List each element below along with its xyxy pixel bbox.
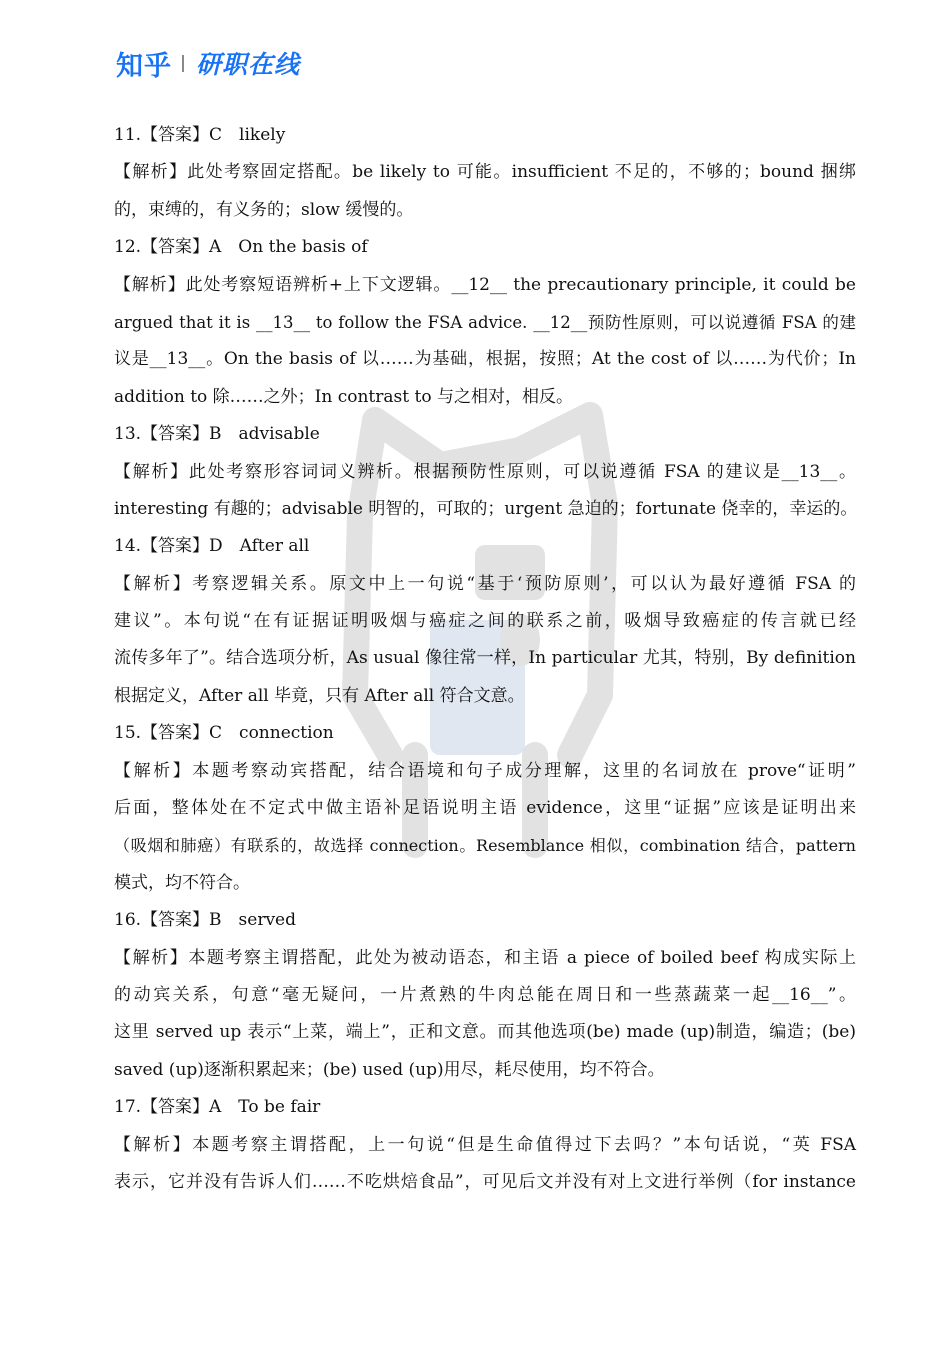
explanation-line: 的，束缚的，有义务的；slow 缓慢的。 — [114, 199, 414, 220]
explanation-line: 模式，均不符合。 — [114, 872, 250, 893]
header-logo — [116, 46, 300, 80]
answer-line: 14.【答案】D After all — [114, 536, 310, 557]
explanation-line: 的动宾关系，句意“毫无疑问，一片煮熟的牛肉总能在周日和一些蒸蔬菜一起__16__”。 — [114, 984, 856, 1005]
explanation-line: 【解析】此处考察固定搭配。be likely to 可能。insufficient 不足的，不够的；bound 捆绑 — [114, 162, 856, 183]
explanation-line: 【解析】此处考察短语辨析+上下文逻辑。__12__ the precautionary principle, it could be — [114, 274, 856, 295]
explanation-line: （吸烟和肺癌）有联系的，故选择 connection。Resemblance 相似，combination 结合，pattern — [114, 836, 856, 856]
explanation-line: 【解析】本题考察动宾搭配，结合语境和句子成分理解，这里的名词放在 prove“证明” — [114, 760, 856, 781]
explanation-line: 【解析】本题考察主谓搭配，上一句说“但是生命值得过下去吗？”本句话说，“英 FSA — [114, 1134, 856, 1155]
answer-line: 16.【答案】B served — [114, 910, 296, 931]
explanation-line: saved (up)逐渐积累起来；(be) used (up)用尽，耗尽使用，均不符合。 — [114, 1059, 665, 1080]
brand-logo: 研职在线 — [196, 50, 301, 79]
explanation-line: 表示，它并没有告诉人们……不吃烘焙食品”，可见后文并没有对上文进行举例（for instance — [114, 1171, 856, 1192]
zhihu-logo: 知乎 — [116, 50, 172, 82]
answer-line: 13.【答案】B advisable — [114, 424, 320, 445]
explanation-line: 【解析】此处考察形容词词义辨析。根据预防性原则，可以说遵循 FSA 的建议是__13__。 — [114, 461, 856, 482]
explanation-line: 【解析】考察逻辑关系。原文中上一句说“基于‘预防原则’，可以认为最好遵循 FSA 的 — [114, 573, 856, 594]
answer-line: 12.【答案】A On the basis of — [114, 237, 368, 258]
answer-line: 15.【答案】C connection — [114, 723, 334, 744]
answer-explanations — [114, 117, 856, 1201]
logo-divider — [182, 55, 184, 72]
explanation-line: interesting 有趣的；advisable 明智的，可取的；urgent 急迫的；fortunate 侥幸的，幸运的。 — [114, 498, 858, 519]
answer-line: 17.【答案】A To be fair — [114, 1097, 321, 1118]
explanation-line: 这里 served up 表示“上菜，端上”，正和文意。而其他选项(be) made (up)制造，编造；(be) — [114, 1022, 856, 1043]
explanation-line: 议是__13__。On the basis of 以……为基础，根据，按照；At the cost of 以……为代价；In — [114, 349, 856, 370]
explanation-line: 建议”。本句说“在有证据证明吸烟与癌症之间的联系之前，吸烟导致癌症的传言就已经 — [114, 611, 856, 632]
explanation-line: 流传多年了”。结合选项分析，As usual 像往常一样，In particular 尤其，特别，By definition — [114, 648, 856, 669]
explanation-line: 【解析】本题考察主谓搭配，此处为被动语态，和主语 a piece of boiled beef 构成实际上 — [114, 947, 856, 968]
answer-line: 11.【答案】C likely — [114, 125, 286, 145]
explanation-line: 根据定义，After all 毕竟，只有 After all 符合文意。 — [114, 685, 525, 706]
explanation-line: argued that it is __13__ to follow the FSA advice. __12__预防性原则，可以说遵循 FSA 的建 — [114, 312, 856, 332]
explanation-line: addition to 除……之外；In contrast to 与之相对，相反。 — [114, 386, 573, 407]
explanation-line: 后面，整体处在不定式中做主语补足语说明主语 evidence，这里“证据”应该是证明出来 — [114, 798, 856, 819]
